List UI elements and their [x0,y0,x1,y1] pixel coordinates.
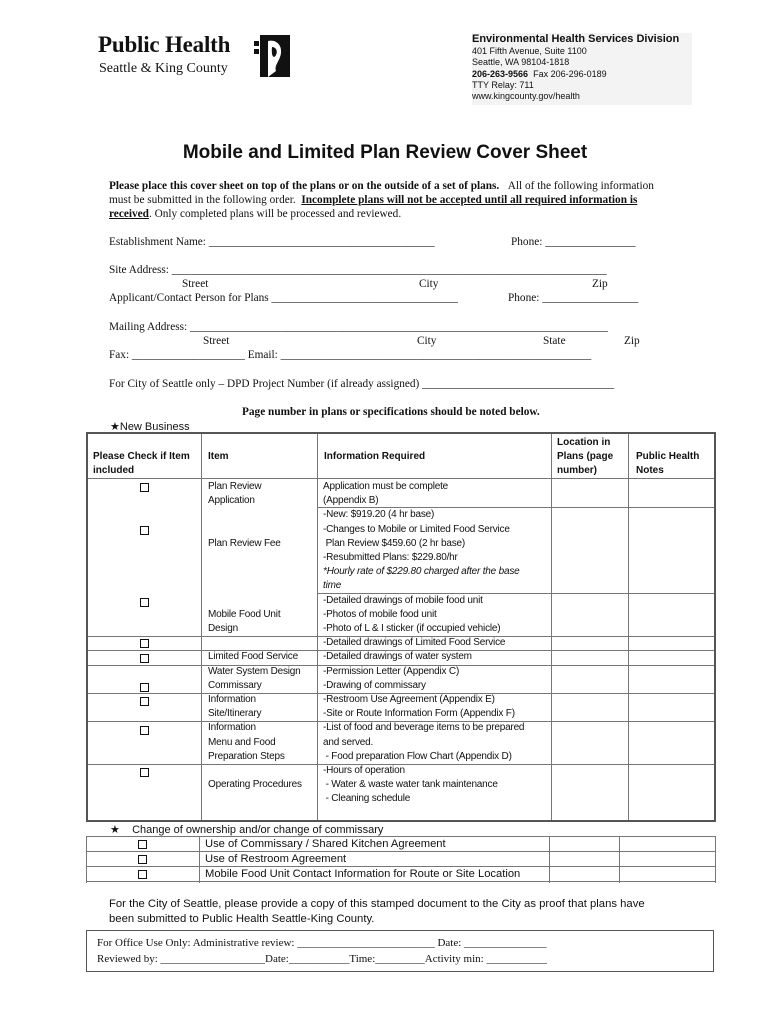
site-street-label: Street [182,278,209,290]
col-header-location: Location in Plans (page number) [557,437,614,476]
phone-field-1[interactable]: Phone: ________________ [511,236,636,248]
logo-line2: Seattle & King County [99,61,228,76]
checkbox-water-system[interactable] [140,654,149,663]
change-item-restroom: Use of Restroom Agreement [205,853,347,865]
col-header-item: Item [208,451,229,462]
dpd-project-field[interactable]: For City of Seattle only – DPD Project Number (if already assigned) __________________________________ [109,378,615,390]
checkbox-plan-review-application[interactable] [140,483,149,492]
office-line1[interactable]: For Office Use Only: Administrative review: _________________________ Date: _______________ [97,937,547,949]
footer-note: For the City of Seattle, please provide a copy of this stamped document to the City as proof that plans have been submitted to Public Health Seattle-King County. [109,898,645,925]
mail-street-label: Street [203,335,230,347]
logo-line1: Public Health [98,32,231,57]
fax-email-field[interactable]: Fax: ____________________ Email: _______________________________________________________ [109,349,592,361]
division-name: Environmental Health Services Division [472,33,680,45]
site-address-field[interactable]: Site Address: _____________________________________________________________________________ [109,264,607,276]
mail-city-label: City [417,335,437,347]
checkbox-restroom-agreement[interactable] [138,855,147,864]
col-header-notes: Public Health Notes [636,451,700,476]
intro-line3 [109,207,401,221]
col-header-check: Please Check if Item included [93,451,190,476]
checkbox-site-itinerary[interactable] [140,697,149,706]
intro-rest: All of the following information [507,180,654,192]
checkbox-menu-food-prep[interactable] [140,726,149,735]
intro-line3-rest: . Only completed plans will be processed and reviewed. [148,208,402,220]
intro-line3-underline: received [109,208,149,220]
tty-line: TTY Relay: 711 [472,79,534,90]
website-link[interactable]: www.kingcounty.gov/health [472,91,580,102]
new-business-text: New Business [119,421,190,433]
change-item-commissary: Use of Commissary / Shared Kitchen Agreement [205,838,446,850]
page-title: Mobile and Limited Plan Review Cover Sheet [182,142,588,163]
new-business-label: ★New Business [110,421,190,433]
checkbox-commissary[interactable] [140,683,149,692]
applicant-field[interactable]: Applicant/Contact Person for Plans _________________________________ [109,292,458,304]
phone-number: 206-263-9566 [472,68,529,79]
intro-line2-start: must be submitted in the following order. [109,194,296,206]
fax-number: Fax 206-296-0189 [533,68,607,79]
change-title-text: Change of ownership and/or change of commissary [132,824,384,836]
info-column: Application must be complete (Appendix B) -New: $919.20 (4 hr base) -Changes to Mobile or Limited Food Service Plan Review $459.60 (2 hr base) -Resubmitted Plans: $229.80/hr *Hourly rate of $229.80 charged after the base time -Detailed drawings of mobile food unit -Photos of mobile food unit -Photo of L & I sticker (if occupied vehicle) -Detailed drawings of Limited Food Service -Detailed drawings of water system -Permission Letter (Appendix C) -Drawing of commissary -Restroom Use Agreement (Appendix E) -Site or Route Information Form (Appendix F) -List of food and beverage items to be prepared and served. - Food preparation Flow Chart (Appendix D) -Hours of operation - Water & waste water tank maintenance - Cleaning schedule [323,481,525,805]
change-item-contact: Mobile Food Unit Contact Information for Route or Site Location [205,868,521,880]
address-line2: Seattle, WA 98104-1818 [472,57,570,68]
mailing-address-field[interactable]: Mailing Address: __________________________________________________________________________ [109,321,608,333]
logo-emblem-icon [254,35,292,77]
office-use-box [86,930,714,972]
checkbox-plan-review-fee[interactable] [140,526,149,535]
checkbox-mobile-food-unit[interactable] [140,598,149,607]
phone-fax-line [472,69,692,80]
intro-line2-underline: Incomplete plans will not be accepted until all required information is [301,194,638,206]
intro-bold: Please place this cover sheet on top of the plans or on the outside of a set of plans. [109,180,500,192]
site-zip-label: Zip [592,278,608,290]
address-line1: 401 Fifth Avenue, Suite 1100 [472,46,587,56]
mail-state-label: State [543,335,566,347]
page-number-note: Page number in plans or specifications should be noted below. [242,406,540,418]
logo [98,32,298,82]
checkbox-contact-information[interactable] [138,870,147,879]
checkbox-commissary-agreement[interactable] [138,840,147,849]
phone-field-2[interactable]: Phone: _________________ [508,292,639,304]
item-column: Plan Review Application Plan Review Fee Mobile Food Unit Design Limited Food Service Water System Design Commissary Information Site/Itinerary Information Menu and Food Preparation Steps Operating Procedures [208,481,302,791]
intro-line2 [109,193,637,207]
mail-zip-label: Zip [624,335,640,347]
change-of-ownership-label: ★ Change of ownership and/or change of commissary [110,824,384,836]
change-table [86,822,716,884]
site-city-label: City [419,278,439,290]
col-header-info: Information Required [324,451,426,462]
division-contact-block [472,33,692,105]
office-line2[interactable]: Reviewed by: ___________________Date:___________Time:_________Activity min: ___________ [97,953,547,965]
plan-review-table [86,432,716,822]
establishment-name-field[interactable]: Establishment Name: ________________________________________ [109,236,435,248]
checkbox-operating-procedures[interactable] [140,768,149,777]
intro-line1 [109,179,654,193]
checkbox-limited-food-service[interactable] [140,639,149,648]
change-items-list [205,837,520,882]
